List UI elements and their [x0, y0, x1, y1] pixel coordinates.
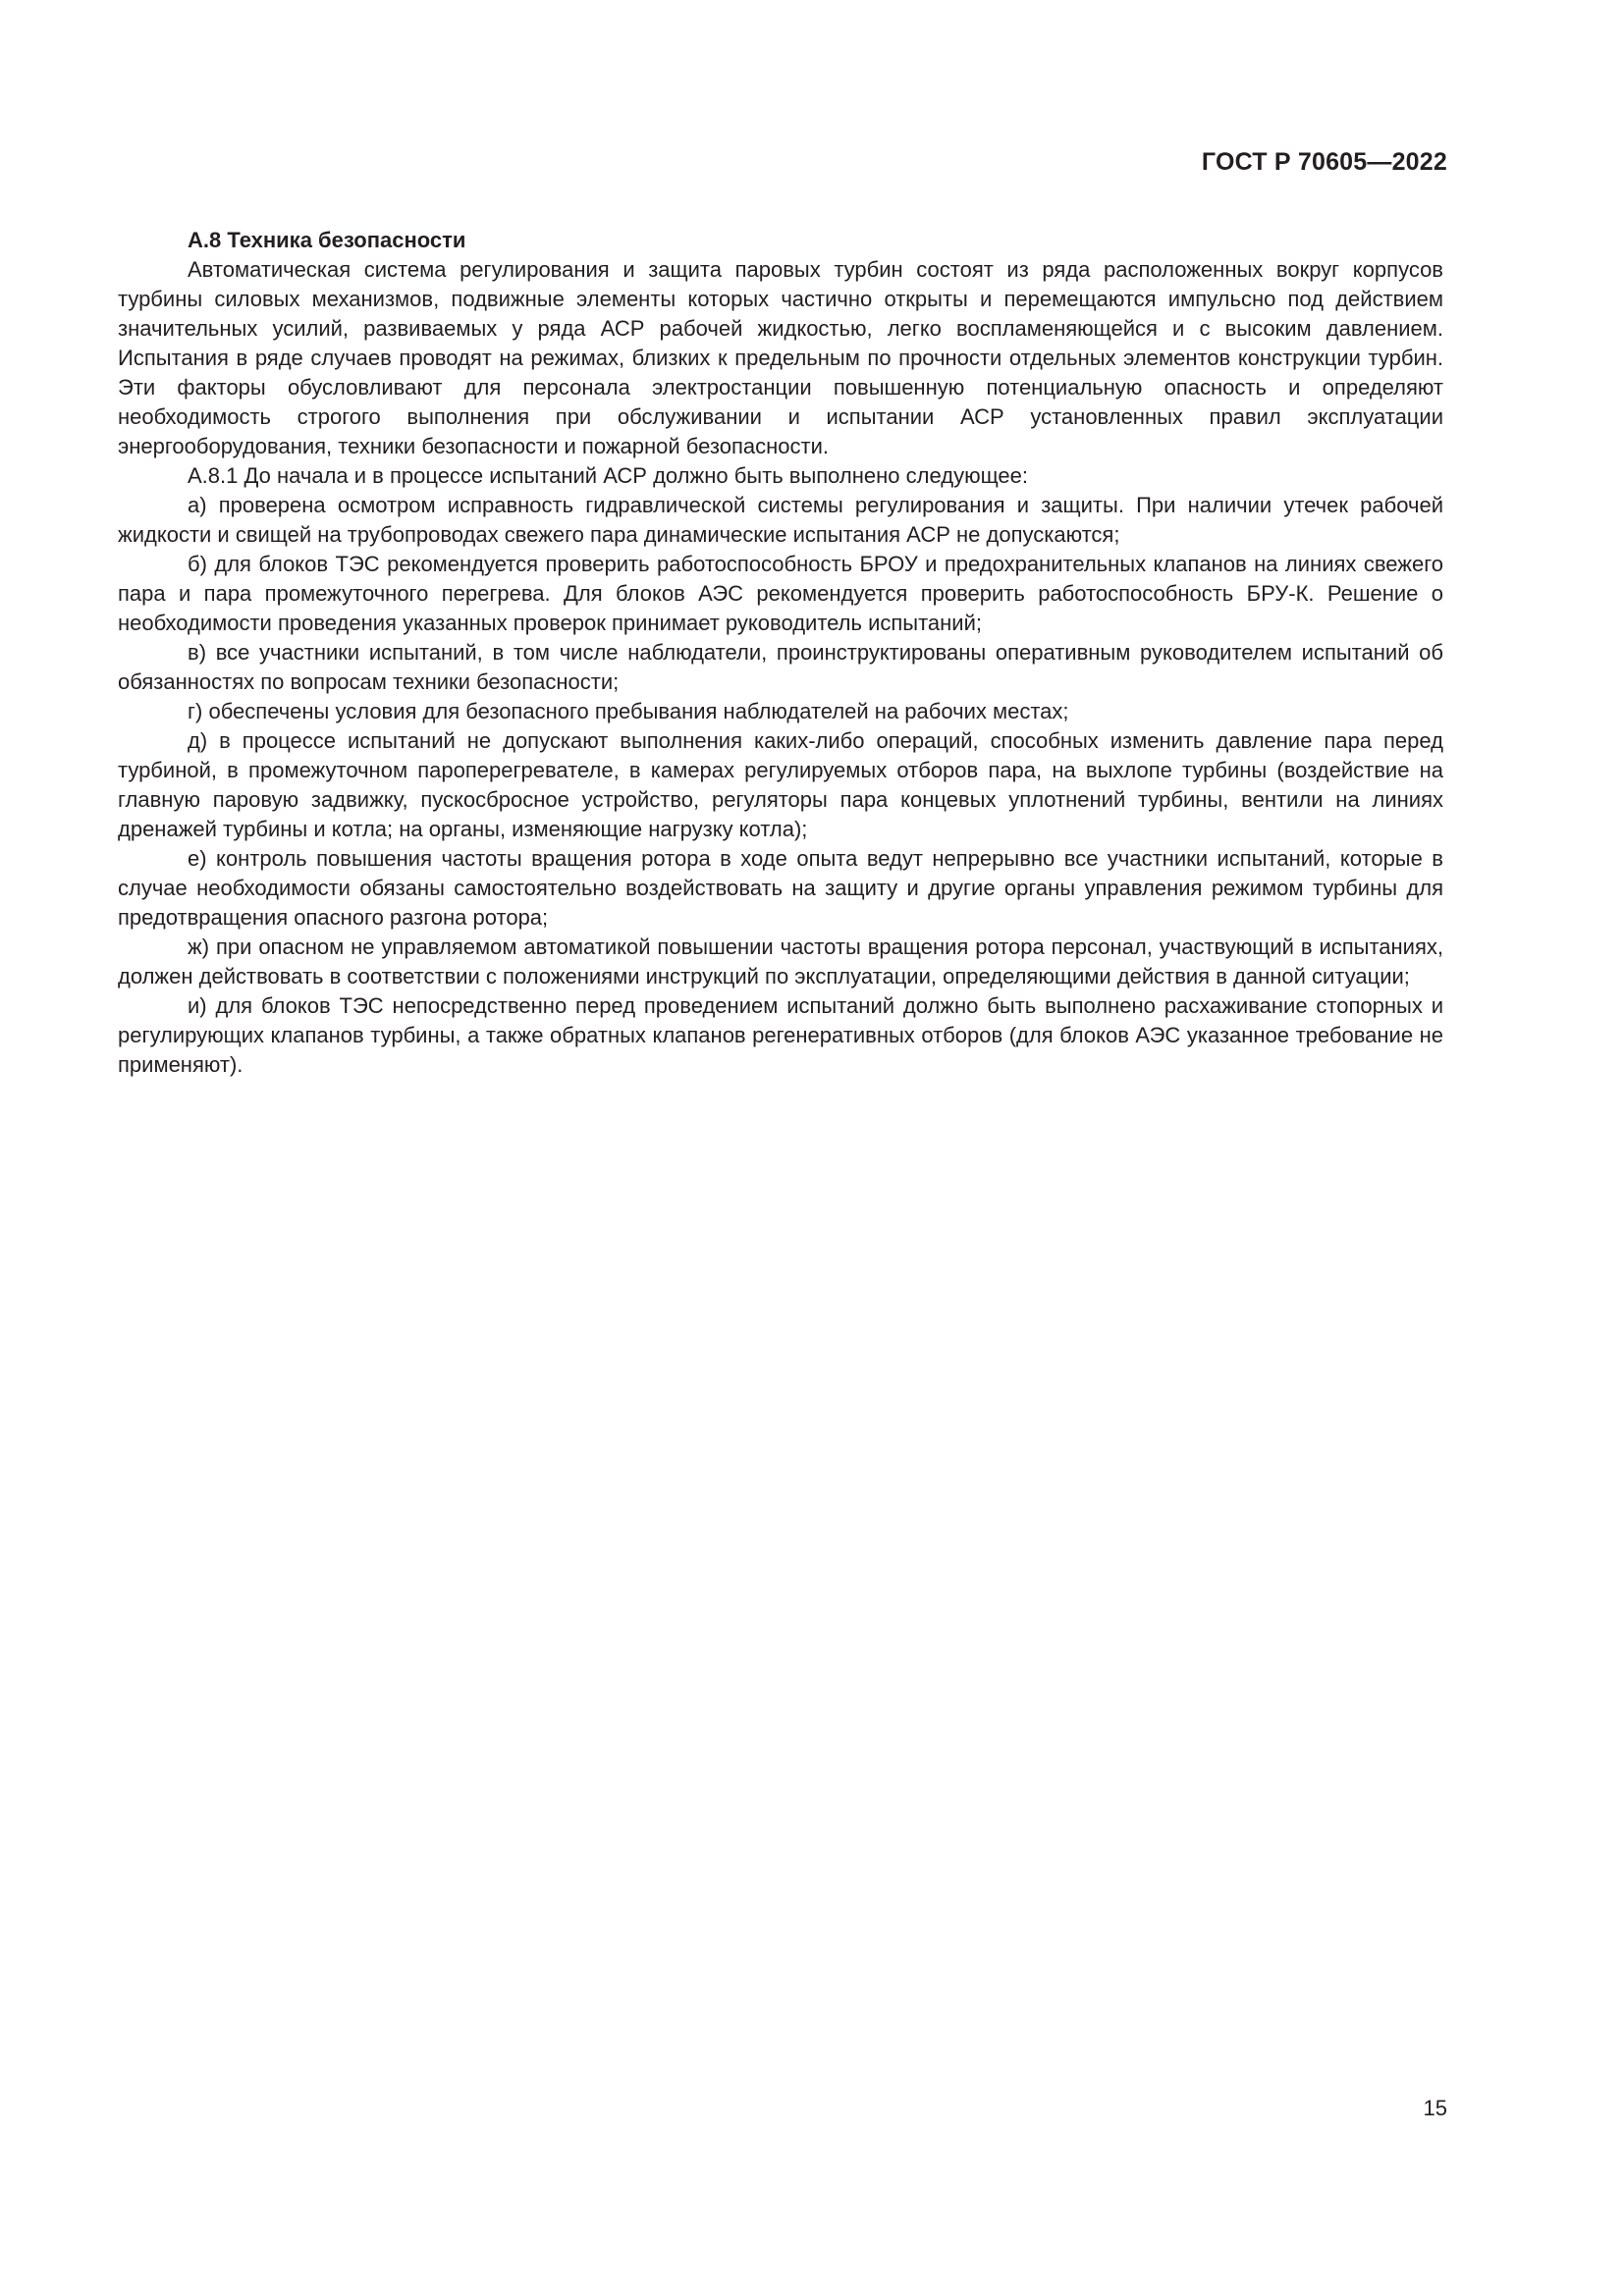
paragraph-a-8-1: А.8.1 До начала и в процессе испытаний АСР должно быть выполнено следующее:	[188, 463, 1029, 488]
page-number: 15	[1423, 2096, 1447, 2120]
list-item-zh: ж) при опасном не управляемом автоматикой повышении частоты вращения ротора персонал, участвующий в испытаниях, должен действовать в соответствии с положениями инструкций по эксплуатации, определяющими действия в данной ситуации;	[118, 934, 1443, 988]
list-item-i: и) для блоков ТЭС непосредственно перед проведением испытаний должно быть выполнено расхаживание стопорных и регулирующих клапанов турбины, а также обратных клапанов регенеративных отборов (для блоков АЭС указанное требование не применяют).	[118, 993, 1443, 1077]
list-item-v: в) все участники испытаний, в том числе наблюдатели, проинструктированы оперативным руководителем испытаний об обязанностях по вопросам техники безопасности;	[118, 640, 1443, 694]
list-item-a: а) проверена осмотром исправность гидравлической системы регулирования и защиты. При наличии утечек рабочей жидкости и свищей на трубопроводах свежего пара динамические испытания АСР не допускаются;	[118, 493, 1443, 547]
list-item-e: е) контроль повышения частоты вращения ротора в ходе опыта ведут непрерывно все участники испытаний, которые в случае необходимости обязаны самостоятельно воздействовать на защиту и другие органы управления режимом турбины для предотвращения опасного разгона ротора;	[118, 846, 1443, 930]
document-code: ГОСТ Р 70605—2022	[1201, 148, 1447, 176]
list-item-g: г) обеспечены условия для безопасного пребывания наблюдателей на рабочих местах;	[188, 699, 1069, 723]
paragraph-intro: Автоматическая система регулирования и защита паровых турбин состоят из ряда расположенных вокруг корпусов турбины силовых механизмов, подвижные элементы которых частично открыты и перемещаются импульсно под действием значительных усилий, развиваемых у ряда АСР рабочей жидкостью, легко воспламеняющейся и с высоким давлением. Испытания в ряде случаев проводят на режимах, близких к предельным по прочности отдельных элементов конструкции турбин. Эти факторы обусловливают для персонала электростанции повышенную потенциальную опасность и определяют необходимость строгого выполнения при обслуживании и испытании АСР установленных правил эксплуатации энергооборудования, техники безопасности и пожарной безопасности.	[118, 257, 1443, 458]
page-content	[118, 226, 1443, 1080]
section-title: А.8 Техника безопасности	[188, 228, 466, 252]
list-item-d: д) в процессе испытаний не допускают выполнения каких-либо операций, способных изменить давление пара перед турбиной, в промежуточном пароперегревателе, в камерах регулируемых отборов пара, на выхлопе турбины (воздействие на главную паровую задвижку, пускосбросное устройство, регуляторы пара концевых уплотнений турбины, вентили на линиях дренажей турбины и котла; на органы, изменяющие нагрузку котла);	[118, 728, 1443, 841]
list-item-b: б) для блоков ТЭС рекомендуется проверить работоспособность БРОУ и предохранительных клапанов на линиях свежего пара и пара промежуточного перегрева. Для блоков АЭС рекомендуется проверить работоспособность БРУ-К. Решение о необходимости проведения указанных проверок принимает руководитель испытаний;	[118, 552, 1443, 635]
